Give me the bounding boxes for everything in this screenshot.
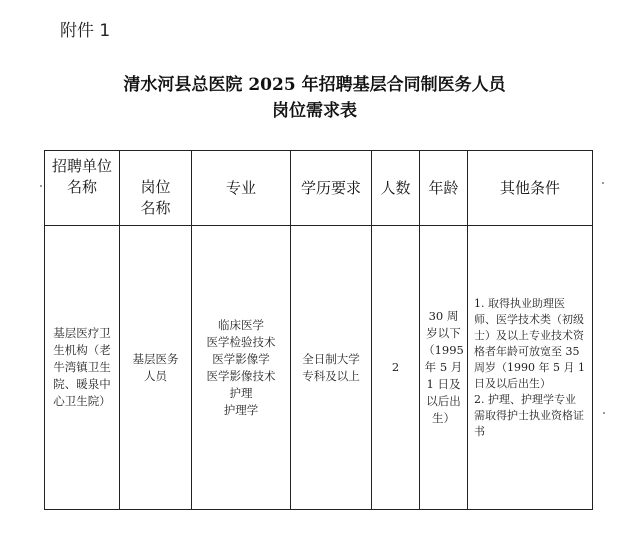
- cell-education: 全日制大学 专科及以上: [291, 226, 372, 510]
- scan-speck: [602, 182, 604, 184]
- header-unit: 招聘单位 名称: [45, 151, 120, 226]
- header-education: 学历要求: [291, 151, 372, 226]
- document-title: 清水河县总医院 2025 年招聘基层合同制医务人员: [123, 75, 506, 95]
- header-position: 岗位 名称: [120, 151, 192, 226]
- cell-other: 1. 取得执业助理医师、医学技术类（初级士）及以上专业技术资格者年龄可放宽至 35 周岁（1990 年 5 月 1 日及以后出生） 2. 护理、护理学专业需取得护士执业资格证书: [468, 226, 593, 510]
- header-major: 专业: [192, 151, 291, 226]
- document-subtitle: 岗位需求表: [272, 101, 357, 121]
- header-count: 人数: [372, 151, 420, 226]
- scan-speck: [40, 185, 42, 187]
- job-requirements-table: [44, 150, 593, 510]
- table-row: [45, 226, 593, 510]
- scan-speck: [603, 412, 605, 414]
- cell-position: 基层医务 人员: [120, 226, 192, 510]
- cell-age: 30 周 岁以下 （1995 年 5 月 1 日及 以后出 生）: [420, 226, 468, 510]
- cell-major: 临床医学 医学检验技术 医学影像学 医学影像技术 护理 护理学: [192, 226, 291, 510]
- attachment-label: 附件 1: [60, 21, 111, 41]
- cell-unit: 基层医疗卫 生机构（老 牛湾镇卫生 院、暖泉中 心卫生院）: [45, 226, 120, 510]
- header-age: 年龄: [420, 151, 468, 226]
- cell-count: 2: [372, 226, 420, 510]
- header-other: 其他条件: [468, 151, 593, 226]
- table-header-row: [45, 151, 593, 226]
